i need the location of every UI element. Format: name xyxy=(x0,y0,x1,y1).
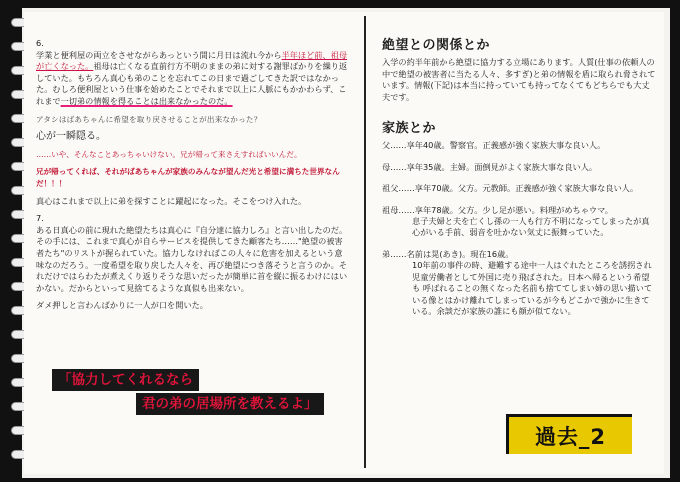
family-grandmother: 祖母……享年78歳。父方。少し足が悪い。料理がめちゃウマ。 xyxy=(382,204,613,215)
story-paragraph: ある日真心の前に現れた絶望たちは真心に『自分達に協力しろ』と言い出したのだ。その手には、これまで真心が自らサービスを提供してきた顧客たち……"絶望の被害者たち"のリストが握られていた。協力しなければこの人々に危害を加えるという意味なのだろう。一度希望を取り戻した人々を、再び絶望につき落そうと言うのか。それだけではらわたが煮えくり返りそうな思いだったが簡単に首を縦に振るわけにはいかない。だからといって見捨てるような真似も出来ない。 xyxy=(36,224,348,293)
story-column xyxy=(36,38,348,318)
highlighted-text: 半年ほど前、祖母が亡くなった。 xyxy=(36,49,348,72)
family-grandfather: 祖父……享年70歳。父方。元教師。正義感が強く家族大事な良い人。 xyxy=(382,183,639,194)
story-paragraph: 心が一瞬隠る。 xyxy=(36,131,106,143)
inner-thought: ……いや、そんなことあっちゃいけない。兄が帰って来さえすればいいんだ。 xyxy=(36,149,302,159)
notebook-page xyxy=(24,12,664,474)
callout-line: 「協力してくれるなら xyxy=(52,369,199,391)
relationship-text: 入学の約半年前から絶望に協力する立場にあります。人質(仕事の依頼人の中で絶望の被害者に当たる人々、多すぎ)と弟の情報を盾に取られ脅されています。情報(下記)は本当に持っていても持ってなくてもどちらでも大丈夫です。 xyxy=(382,57,656,102)
binder-top-edge xyxy=(22,0,670,8)
profile-column xyxy=(382,40,657,317)
inner-thought-emphasis: 兄が帰ってくれば、それがばあちゃんが家族のみんなが望んだ光と希望に満ちた世界なんだ！！！ xyxy=(36,167,340,188)
text-run: 祖母は亡くなる直前行方不明のままの弟に対する謝罪ばかりを繰り返していた。もちろん真心も弟のことを忘れてこの日まで過ごしてきた訳ではなかった。むしろ便利屋という仕事を始めたことでそれまで以上に人脈にもかかわらず、これまで xyxy=(36,61,348,106)
column-divider xyxy=(364,16,366,468)
binder-bottom-edge xyxy=(22,478,670,482)
family-brother-detail: 10年前の事件の時、避難する途中一人はぐれたところを誘拐され児童労働者として外国に売り飛ばされた。日本へ帰るという希望も 呼ばれることの無くなった名前も捨ててしまい姉の思い描いている像とはかけ離れてしまっているが今もどこかで強かに生きている。余談だが家族の誰にも顔が似てない。 xyxy=(412,260,653,316)
text-run: 学業と便利屋の両立をさせながらあっという間に月日は流れ今から xyxy=(36,49,282,60)
highlighted-text: 一切弟の情報を得ることは出来なかったのだ。 xyxy=(60,95,233,106)
dialogue-callout xyxy=(50,369,340,415)
family-grandmother-detail: 息子夫婦と夫を亡くし孫の一人も行方不明になってしまったが真心がいる手前、弱音を吐かない気丈に振舞っていた。 xyxy=(412,216,650,238)
section-heading: 家族とか xyxy=(382,121,437,137)
story-paragraph: ダメ押しと言わんばかりに一人が口を開いた。 xyxy=(36,300,208,311)
family-mother: 母……享年35歳。主婦。面倒見がよく家族大事な良い人。 xyxy=(382,161,598,172)
section-heading: 絶望との関係とか xyxy=(382,38,491,53)
section-number: 7. xyxy=(36,213,44,224)
story-paragraph: 真心はこれまで以上に弟を探すことに躍起になった。そこをつけ入れた。 xyxy=(36,195,307,206)
callout-line: 君の弟の居場所を教えるよ」 xyxy=(136,393,324,415)
inner-thought: アタシはばあちゃんに希望を取り戻させることが出来なかった？ xyxy=(36,114,262,124)
binder-right-edge xyxy=(670,0,680,482)
family-brother: 弟……名前は晃(あき)。現在16歳。 xyxy=(382,248,514,259)
family-father: 父……享年40歳。警察官。正義感が強く家族大事な良い人。 xyxy=(382,140,606,151)
page-tag: 過去_2 xyxy=(506,414,632,454)
section-number: 6. xyxy=(36,38,44,48)
story-paragraph xyxy=(36,50,348,108)
